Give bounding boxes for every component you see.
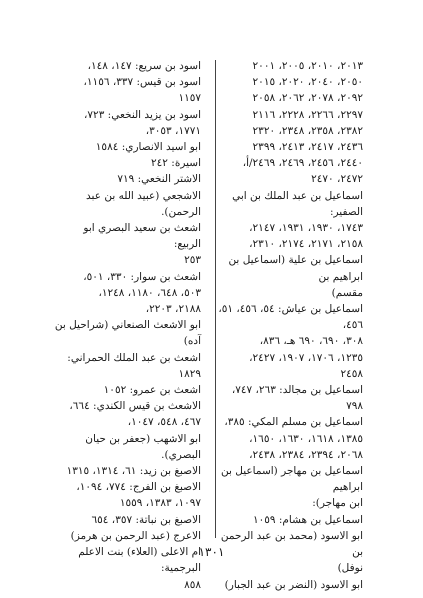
- index-entry: اسماعيل بن مسلم المكي: ٣٨٥،: [224, 416, 363, 429]
- index-entry: ابو الاسود (النضر بن عبد الجبار): [224, 578, 363, 591]
- column-divider: [215, 60, 216, 538]
- index-entry: ابو الاشهب (جعفر بن حيان البصري).: [85, 432, 201, 461]
- index-entry: ابو اسيد الانصاري: ١٥٨٤: [95, 141, 201, 154]
- index-entry: ١١٥٧: [178, 92, 201, 105]
- index-entry: اشعث بن عبد الملك الحمراني:: [67, 351, 201, 364]
- index-entry: الاشجعي (عبيد الله بن عبد الرحمن).: [86, 189, 201, 218]
- index-entry: نوفل): [337, 562, 363, 575]
- index-entry: اسود بن يزيد النخعي: ٧٢٣،: [84, 108, 201, 121]
- index-entry: ١٧٤٣، ١٩٣٠، ١٩٣١، ٢١٤٧،: [249, 222, 363, 235]
- index-entry: اسماعيل بن مهاجر (اسماعيل بن ابراهيم: [221, 465, 363, 494]
- index-entry: الاعرج (عبد الرحمن بن هرمز): [70, 529, 201, 542]
- index-entry: ١٨٢٩: [178, 367, 201, 380]
- page-number: ١٣٠١: [198, 545, 225, 559]
- right-index-column: [213, 58, 363, 593]
- index-entry: ٢٠٥٠، ٢٠٤٠، ٢٠٢٠، ٢٠١٥: [252, 76, 363, 89]
- index-entry: اسود بن قيس: ٣٣٧، ١١٥٦،: [83, 76, 201, 89]
- index-entry: ام الاعلى (العلاء) بنت الاعلم البرجمية:: [78, 546, 201, 575]
- index-entry: اسماعيل بن علية (اسماعيل بن ابراهيم بن: [228, 254, 363, 283]
- index-entry: ١٢٣٥، ١٧٠٦، ١٩٠٧، ٢٤٢٧،: [249, 351, 363, 364]
- index-entry: ابن مهاجر):: [312, 497, 363, 510]
- index-entry: اسماعيل بن مجالد: ٢٦٣، ٧٤٧،: [231, 384, 363, 397]
- index-entry: ابو الاسود (محمد بن عبد الرحمن بن: [220, 529, 363, 559]
- index-entry: اسيرة: ٢٤٢: [151, 157, 201, 170]
- index-entry: ٢٠٩٢، ٢٠٧٨، ٢٠٦٢، ٢٠٥٨: [252, 92, 363, 105]
- index-entry: اشعث بن سوار: ٣٣٠، ٥٠١،: [83, 270, 201, 283]
- index-entry: اسماعيل بن عياش: ٥٤، ٤٥٦، ٥١، ٤٥٦،: [218, 303, 363, 332]
- index-entry: ٢١٨٨، ٢٢٠٣،: [145, 303, 201, 316]
- index-entry: ٢٤٤٠، ٢٤٥٦، ٢٤٦٩، ٢٤٦٩/أ،: [242, 157, 363, 170]
- index-entry: ابو الاشعث الصنعاني (شراحيل بن آده): [54, 319, 201, 348]
- index-entry: ٢٤٣٦، ٢٤١٧، ٢٤١٣، ٢٣٩٩: [252, 141, 363, 154]
- left-index-column: [53, 58, 201, 593]
- index-entry: اشعث بن سعيد البصري ابو الربيع:: [83, 222, 201, 251]
- index-entry: اشعث بن عمرو: ١٠٥٢: [103, 384, 201, 397]
- index-entry: ٤٦٧، ٥٤٨، ١٠٤٧،: [127, 416, 201, 429]
- index-entry: مقسم): [331, 286, 363, 299]
- index-entry: ١٠٩٧، ١٣٨٣، ١٥٥٩: [119, 497, 201, 510]
- index-entry: اسماعيل بن هشام: ١٠٥٩: [252, 513, 363, 526]
- index-entry: ٢١٥٨، ٢١٧١، ٢١٧٤، ٢٣١٠،: [249, 238, 363, 251]
- index-entry: ١٧٧١، ٣٠٥٣،: [145, 124, 201, 137]
- index-entry: اسود بن سريع: ١٤٧، ١٤٨،: [87, 60, 201, 72]
- index-entry: ١٣٨٥، ١٦١٨، ١٦٣٠، ١٦٥٠،: [249, 432, 363, 445]
- index-entry: ٢٤٧٢، ٢٤٧٠: [311, 173, 363, 186]
- index-entry: ٧٩٨: [346, 400, 363, 413]
- index-entry: ٢٢٩٧، ٢٢٦٦، ٢٢٢٨، ٢١١٦: [252, 108, 363, 121]
- index-entry: ٨٥٨: [184, 578, 201, 591]
- index-entry: ٢٥٣: [184, 254, 201, 267]
- index-entry: ٣٠٨، ٦٩٠، ٦٩٠ هـ، ٨٣٦،: [259, 335, 363, 348]
- index-entry: ٢٠٦٨، ٢٣٩٤، ٢٣٨٤، ٢٤٣٨،: [249, 448, 363, 461]
- index-entry: الاشتر النخعي: ٧١٩: [117, 173, 201, 186]
- index-entry: الاصبغ بن نباتة: ٣٥٧، ٦٥٤: [91, 513, 201, 526]
- index-entry: ٢٠١٣، ٢٠١٠، ٢٠٠٥، ٢٠٠١: [252, 60, 363, 72]
- index-entry: الاصبغ بن الفرج: ٧٧٤، ١٠٩٤،: [76, 481, 201, 494]
- index-entry: الاصبغ بن زيد: ٦١، ١٣١٤، ١٣١٥: [66, 465, 201, 478]
- index-entry: ٥٠٣، ٦٤٨، ١١٨٠، ١٢٤٨،: [98, 286, 201, 299]
- index-entry: ٢٣٨٢، ٢٣٥٨، ٢٣٤٨، ٢٣٢٠: [252, 124, 363, 137]
- index-entry: اسماعيل بن عبد الملك بن ابي الصفير:: [232, 189, 363, 218]
- index-entry: ٢٤٥٨: [340, 367, 363, 380]
- index-entry: الاشعث بن قيس الكندي: ٦٦٤،: [69, 400, 201, 413]
